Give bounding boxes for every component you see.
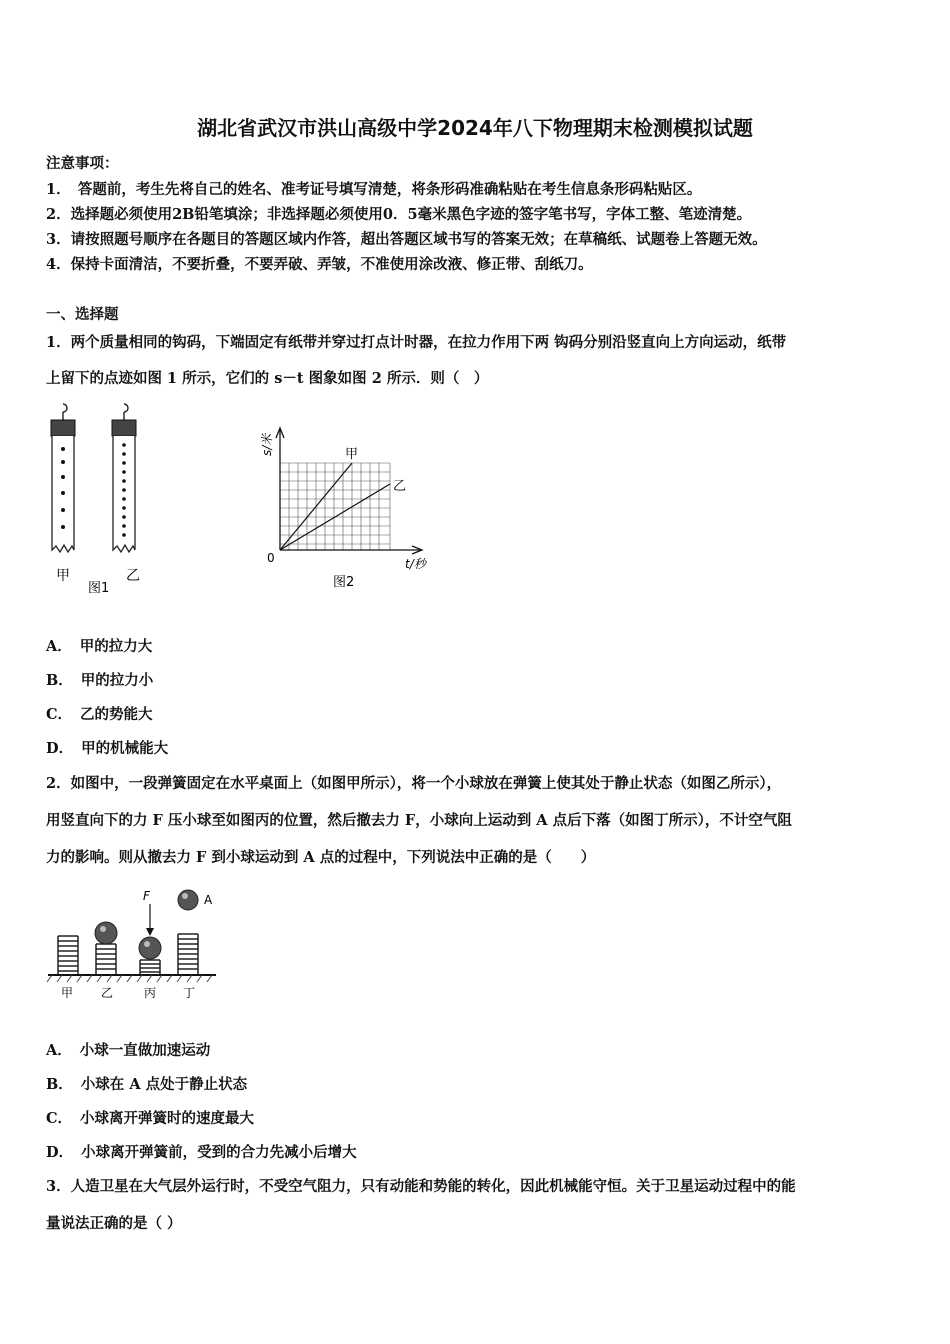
fig1-caption: 图1	[88, 581, 110, 596]
question-2-option-a[interactable]	[46, 1039, 210, 1060]
option-label: B．	[46, 1076, 73, 1093]
tape-yi	[112, 404, 136, 552]
option-label: C．	[46, 1110, 73, 1127]
y-axis-label: s/米	[260, 433, 274, 456]
fig1-label-yi: 乙	[126, 568, 140, 584]
question-1-text: 上留下的点迹如图 1 所示，它们的 s－t 图象如图 2 所示．则（ ）	[46, 370, 489, 387]
spring-label-bing: 丙	[144, 986, 157, 1000]
tape-jia	[51, 404, 75, 552]
notice-item: 3．请按照题号顺序在各题目的答题区域内作答，超出答题区域书写的答案无效；在草稿纸、试题卷上答题无效。	[46, 231, 767, 248]
figure-springs	[44, 884, 224, 1004]
option-label: B．	[46, 672, 73, 689]
question-3-text: 3．人造卫星在大气层外运行时，不受空气阻力，只有动能和势能的转化，因此机械能守恒。关于卫星运动过程中的能	[46, 1178, 796, 1195]
notice-heading: 注意事项：	[46, 155, 119, 172]
question-2-text: 用竖直向下的力 F 压小球至如图丙的位置，然后撤去力 F，小球向上运动到 A 点后下落（如图丁所示），不计空气阻	[46, 812, 792, 829]
figure-2-st-graph	[255, 420, 445, 590]
option-text: 小球离开弹簧时的速度最大	[80, 1110, 255, 1127]
grid	[280, 463, 390, 550]
option-label: D．	[46, 740, 74, 757]
spring-label-jia: 甲	[61, 986, 74, 1000]
question-1-option-a[interactable]	[46, 635, 152, 656]
point-a-label: A	[204, 893, 213, 907]
option-text: 小球一直做加速运动	[79, 1042, 211, 1059]
option-text: 小球在 A 点处于静止状态	[80, 1076, 248, 1093]
spring-yi	[95, 922, 117, 974]
option-text: 甲的拉力大	[79, 638, 153, 655]
option-label: A．	[46, 1042, 72, 1059]
line-jia-label: 甲	[345, 447, 359, 462]
question-1-option-c[interactable]	[46, 703, 153, 724]
spring-bing	[139, 889, 161, 974]
question-2-text: 力的影响。则从撤去力 F 到小球运动到 A 点的过程中，下列说法中正确的是（ ）	[46, 849, 596, 866]
fig1-label-jia: 甲	[56, 568, 70, 584]
notice-item: 1． 答题前，考生先将自己的姓名、准考证号填写清楚，将条形码准确粘贴在考生信息条形码粘贴区。	[46, 181, 702, 198]
line-yi-label: 乙	[393, 479, 407, 494]
origin-label: 0	[267, 551, 275, 565]
question-2-text: 2．如图中，一段弹簧固定在水平桌面上（如图甲所示），将一个小球放在弹簧上使其处于静止状态（如图乙所示），	[46, 775, 782, 792]
option-label: D．	[46, 1144, 74, 1161]
question-2-option-c[interactable]	[46, 1107, 254, 1128]
option-text: 甲的拉力小	[80, 672, 154, 689]
option-label: A．	[46, 638, 72, 655]
spring-label-yi: 乙	[101, 986, 114, 1000]
notice-item: 4．保持卡面清洁，不要折叠，不要弄破、弄皱，不准使用涂改液、修正带、刮纸刀。	[46, 256, 593, 273]
fig2-caption: 图2	[333, 575, 355, 590]
question-2-option-d[interactable]	[46, 1141, 357, 1162]
x-axis-label: t/秒	[405, 557, 426, 571]
page-title: 湖北省武汉市洪山高级中学2024年八下物理期末检测模拟试题	[197, 116, 753, 140]
force-label: F	[143, 889, 150, 903]
spring-jia	[58, 936, 78, 974]
question-1-text: 1．两个质量相同的钩码，下端固定有纸带并穿过打点计时器，在拉力作用下两 钩码分别沿竖直向上方向运动，纸带	[46, 334, 787, 351]
option-text: 乙的势能大	[80, 706, 153, 723]
option-text: 小球离开弹簧前，受到的合力先减小后增大	[81, 1144, 357, 1161]
question-1-option-b[interactable]	[46, 669, 153, 690]
notice-item: 2．选择题必须使用2B铅笔填涂；非选择题必须使用0．5毫米黑色字迹的签字笔书写，字体工整、笔迹清楚。	[46, 206, 752, 223]
spring-ding	[178, 890, 213, 974]
section-heading: 一、选择题	[46, 306, 119, 323]
question-3-text: 量说法正确的是（ ）	[46, 1215, 182, 1232]
spring-label-ding: 丁	[183, 986, 196, 1000]
figure-1-ticker-tapes	[40, 400, 160, 600]
option-label: C．	[46, 706, 73, 723]
option-text: 甲的机械能大	[81, 740, 169, 757]
question-1-option-d[interactable]	[46, 737, 168, 758]
question-2-option-b[interactable]	[46, 1073, 247, 1094]
